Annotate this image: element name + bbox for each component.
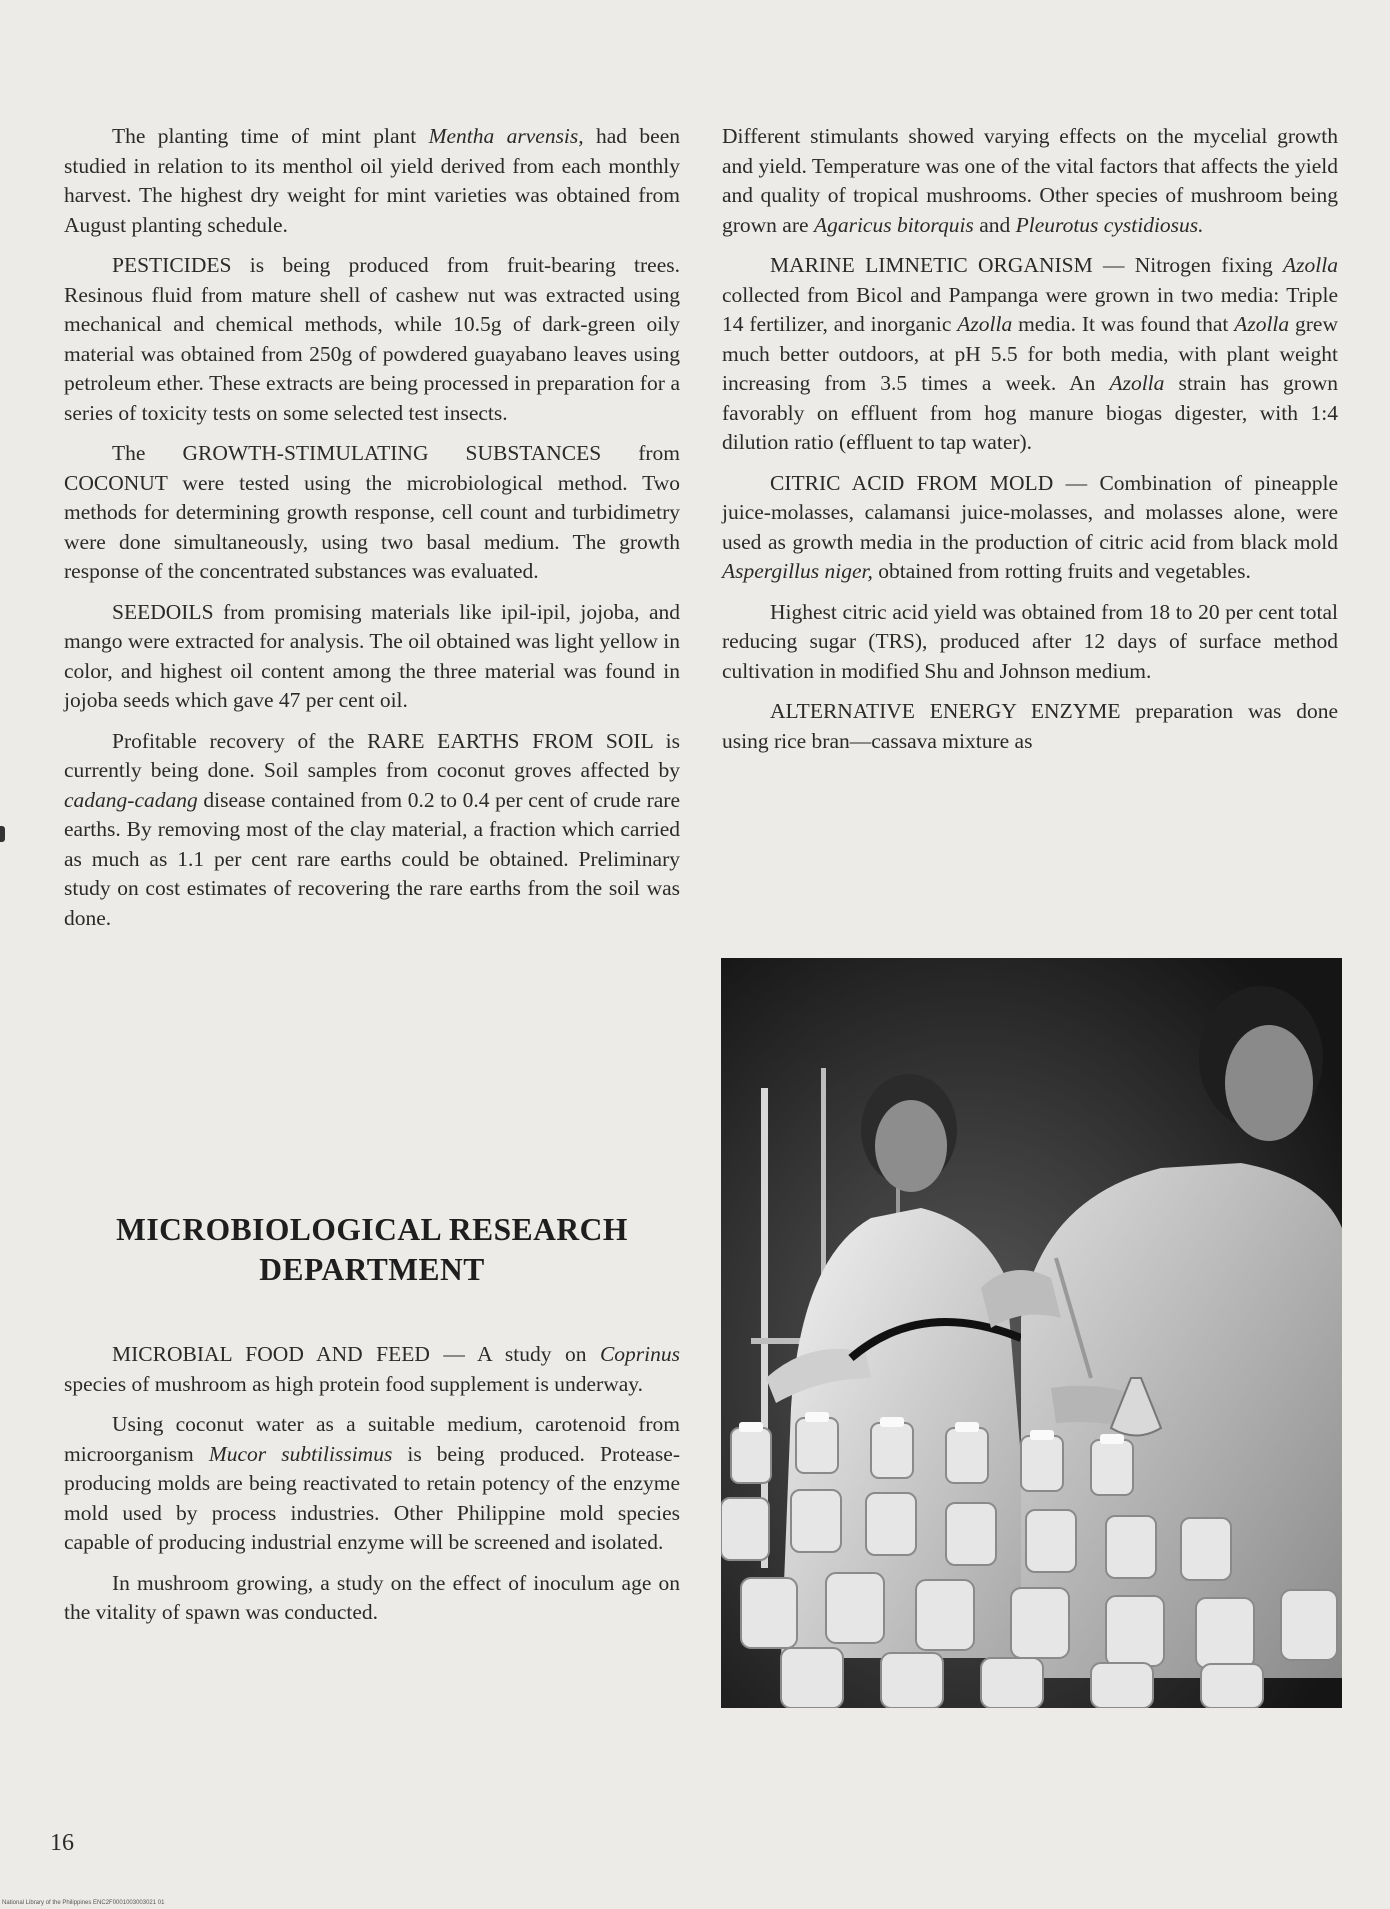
page-number: 16 [50, 1830, 74, 1856]
italic-term: Pleurotus cystidiosus. [1015, 212, 1204, 237]
paragraph [64, 1340, 680, 1399]
italic-term: Coprinus [599, 1342, 680, 1366]
paragraph [64, 251, 680, 428]
paragraph [722, 598, 1338, 687]
paragraph-text: MARINE LIMNETIC ORGANISM — Nitrogen fixing [770, 253, 1284, 277]
paragraph-text: media. It was found that [1012, 312, 1235, 336]
paragraph-text: is being produced. Protease-producing molds are being reactivated to retain potency of the enzyme mold used by process industries. Other Philippine mold species capable of producing industrial enzyme will be screened and isolated. [64, 1441, 680, 1554]
paragraph [722, 469, 1338, 587]
paragraph [64, 439, 680, 587]
right-column [722, 122, 1338, 767]
italic-term: Azolla [1109, 371, 1165, 395]
paragraph-text: Highest citric acid yield was obtained from 18 to 20 per cent total reducing sugar (TRS), produced after 12 days of surface method cultivation in modified Shu and Johnson medium. [722, 599, 1338, 683]
italic-term: Mentha arvensis, [428, 124, 584, 148]
paragraph-text: PESTICIDES is being produced from fruit-bearing trees. Resinous fluid from mature shell of cashew nut was extracted using mechanical and chemical methods, while 10.5g of dark-green oily material was obtained from 250g of powdered guayabano leaves using petroleum ether. These extracts are being processed in preparation for a series of toxicity tests on some selected test insects. [64, 253, 680, 425]
italic-term: Mucor subtilissimus [208, 1441, 393, 1466]
paragraph-text: and [973, 212, 1016, 237]
italic-term: Agaricus bitorquis [813, 212, 974, 237]
paragraph-text: grew much better outdoors, at pH 5.5 for both media, with plant weight increasing from 3.5 times a week. An [722, 312, 1338, 395]
italic-term: Azolla [1283, 253, 1338, 277]
heading-line-1: MICROBIOLOGICAL RESEARCH [116, 1212, 628, 1247]
department-heading [64, 1210, 680, 1290]
paragraph-text: Profitable recovery of the RARE EARTHS FROM SOIL is currently being done. Soil samples from coconut groves affected by [64, 728, 680, 782]
archive-footer-text: National Library of the Philippines ENC2F0001003003021 01 [2, 1900, 165, 1906]
paragraph [64, 1410, 680, 1558]
paragraph-text: ALTERNATIVE ENERGY ENZYME preparation was done using rice bran—cassava mixture as [722, 699, 1338, 753]
paragraph-text: SEEDOILS from promising materials like ipil-ipil, jojoba, and mango were extracted for analysis. The oil obtained was light yellow in color, and highest oil content among the three material was found in jojoba seeds which gave 47 per cent oil. [64, 599, 680, 712]
italic-term: Azolla [957, 312, 1013, 336]
paragraph-text: In mushroom growing, a study on the effect of inoculum age on the vitality of spawn was conducted. [64, 1570, 680, 1624]
paragraph [722, 251, 1338, 458]
paragraph [722, 697, 1338, 756]
paragraph-text: obtained from rotting fruits and vegetables. [872, 559, 1251, 583]
paragraph [64, 727, 680, 934]
heading-line-2: DEPARTMENT [259, 1252, 485, 1287]
italic-term: cadang-cadang [64, 787, 198, 812]
paragraph [64, 1569, 680, 1628]
paragraph-text: collected from Bicol and Pampanga were grown in two media: Triple 14 fertilizer, and inorganic [722, 282, 1338, 336]
paragraph-text: MICROBIAL FOOD AND FEED — A study on [112, 1342, 600, 1366]
scan-edge-mark [0, 826, 5, 842]
paragraph-text: had been studied in relation to its menthol oil yield derived from each monthly harvest. The highest dry weight for mint varieties was obtained from August planting schedule. [64, 124, 680, 237]
paragraph-text: CITRIC ACID FROM MOLD — Combination of pineapple juice-molasses, calamansi juice-molasses, and molasses alone, were used as growth media in the production of citric acid from black mold [722, 470, 1338, 554]
paragraph-text: disease contained from 0.2 to 0.4 per cent of crude rare earths. By removing most of the clay material, a fraction which carried as much as 1.1 per cent rare earths could be obtained. Preliminary study on cost estimates of recovering the rare earths from the soil was done. [64, 787, 680, 930]
paragraph-text: Using coconut water as a suitable medium, carotenoid from microorganism [64, 1412, 680, 1466]
paragraph-text: strain has grown favorably on effluent from hog manure biogas digester, with 1:4 dilution ratio (effluent to tap water). [722, 371, 1338, 454]
italic-term: Azolla [1234, 312, 1290, 336]
paragraph [722, 122, 1338, 240]
left-column-lower [64, 1340, 680, 1639]
left-column [64, 122, 680, 944]
paragraph [64, 598, 680, 716]
paragraph-text: The planting time of mint plant [112, 124, 429, 148]
paragraph-text: species of mushroom as high protein food supplement is underway. [64, 1371, 643, 1396]
paragraph [64, 122, 680, 240]
italic-term: Aspergillus niger, [722, 559, 873, 583]
laboratory-photo [721, 958, 1342, 1708]
paragraph-text: The GROWTH-STIMULATING SUBSTANCES from COCONUT were tested using the microbiological method. Two methods for determining growth response, cell count and turbidimetry were done simultaneously, using two basal medium. The growth response of the concentrated substances was evaluated. [64, 441, 680, 583]
paragraph-text: Different stimulants showed varying effects on the mycelial growth and yield. Temperature was one of the vital factors that affects the yield and quality of tropical mushrooms. Other species of mushroom being grown are [722, 124, 1338, 237]
